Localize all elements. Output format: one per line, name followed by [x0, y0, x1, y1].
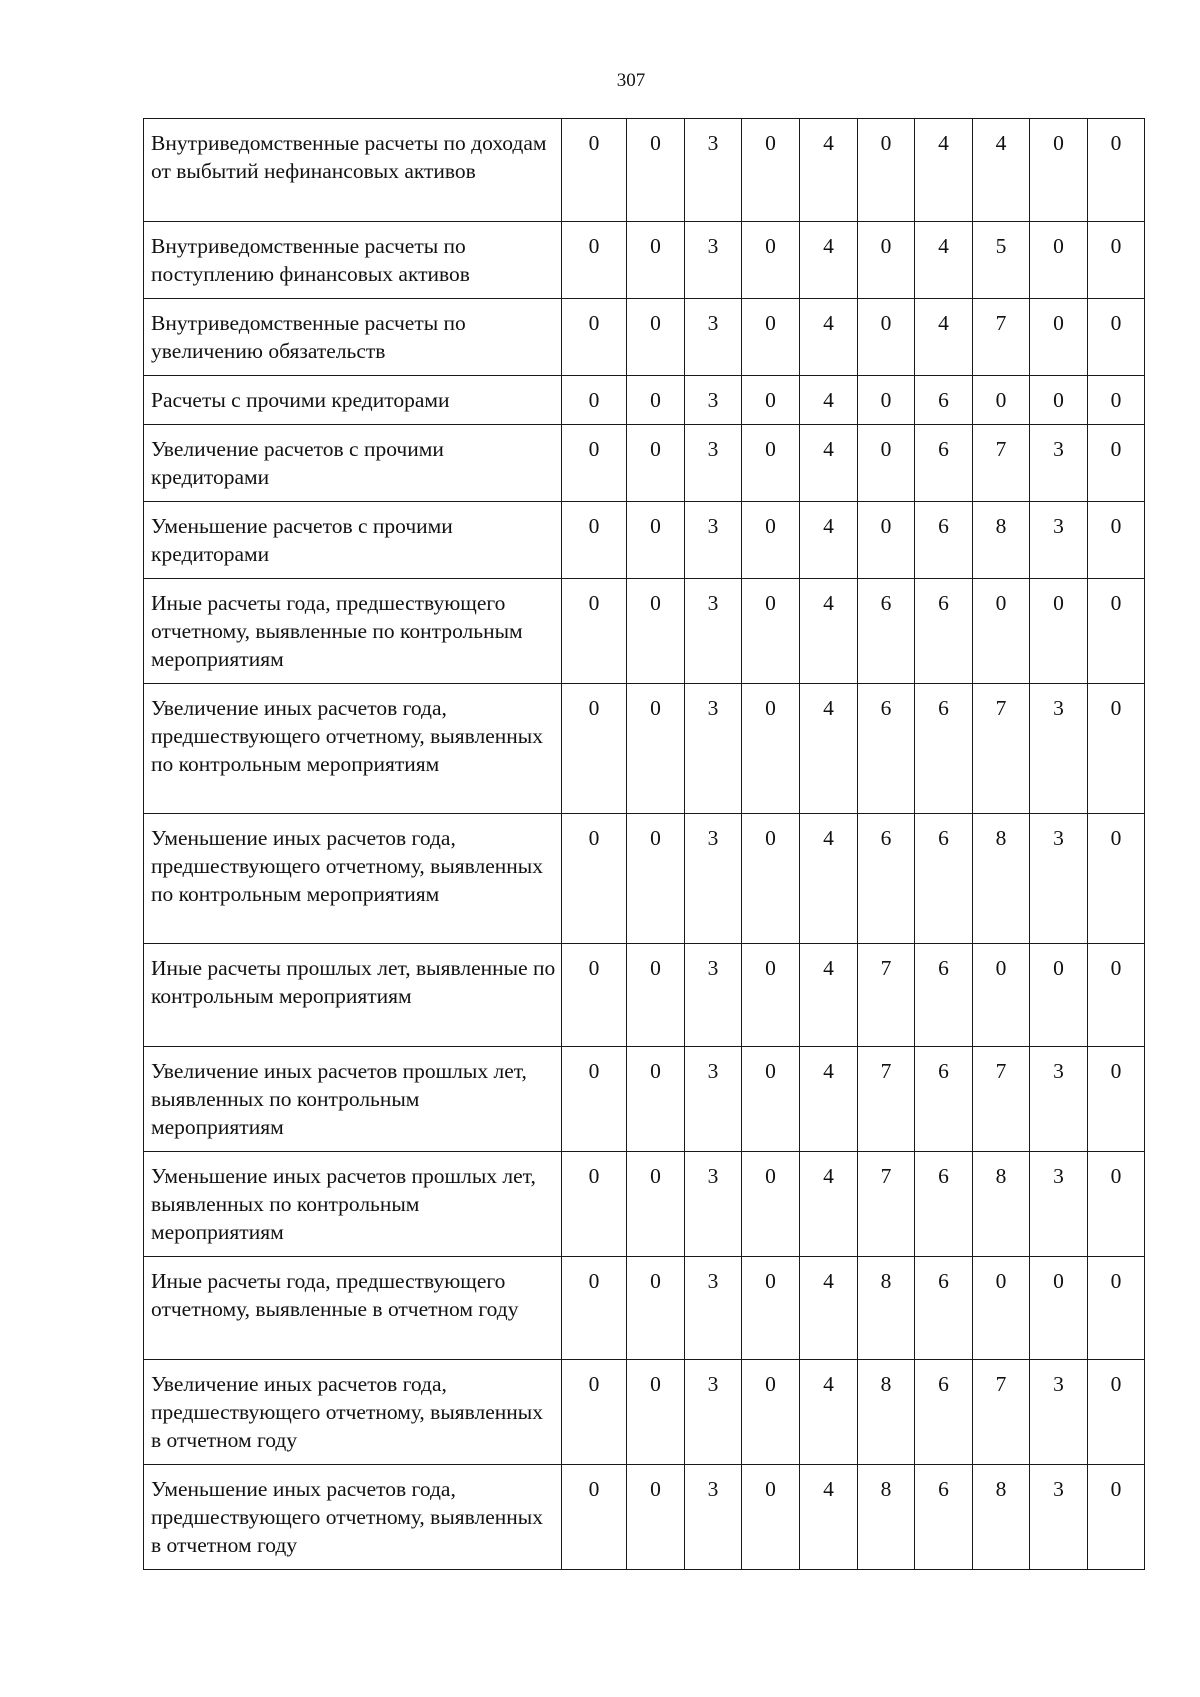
row-label: Иные расчеты года, предшествующего отчетному, выявленные в отчетном году [144, 1257, 562, 1360]
code-digit-cell: 6 [915, 1465, 973, 1570]
code-digit-cell: 0 [562, 684, 627, 814]
code-digit-cell: 3 [685, 944, 742, 1047]
code-digit-cell: 6 [915, 376, 973, 425]
code-digit-cell: 3 [685, 1047, 742, 1152]
code-digit-cell: 0 [742, 684, 800, 814]
table-row [144, 1465, 1145, 1570]
table-row [144, 944, 1145, 1047]
table-row [144, 579, 1145, 684]
code-digit-cell: 3 [1030, 502, 1088, 579]
code-digit-cell: 0 [742, 1465, 800, 1570]
code-digit-cell: 0 [1088, 1465, 1145, 1570]
code-digit-cell: 7 [973, 1360, 1030, 1465]
code-digit-cell: 0 [1030, 222, 1088, 299]
code-digit-cell: 4 [915, 119, 973, 222]
code-digit-cell: 6 [915, 425, 973, 502]
row-label: Увеличение иных расчетов года, предшествующего отчетному, выявленных по контрольным мероприятиям [144, 684, 562, 814]
row-label: Иные расчеты прошлых лет, выявленные по контрольным мероприятиям [144, 944, 562, 1047]
code-digit-cell: 3 [685, 222, 742, 299]
code-digit-cell: 0 [858, 425, 915, 502]
code-digit-cell: 0 [858, 119, 915, 222]
code-digit-cell: 6 [858, 684, 915, 814]
table-row [144, 684, 1145, 814]
code-digit-cell: 6 [915, 1360, 973, 1465]
table-row [144, 1047, 1145, 1152]
code-digit-cell: 4 [915, 299, 973, 376]
code-digit-cell: 6 [915, 1152, 973, 1257]
code-digit-cell: 0 [562, 222, 627, 299]
code-digit-cell: 3 [685, 684, 742, 814]
code-digit-cell: 0 [742, 1152, 800, 1257]
code-digit-cell: 0 [627, 222, 685, 299]
code-digit-cell: 0 [1088, 1257, 1145, 1360]
code-digit-cell: 0 [627, 502, 685, 579]
code-digit-cell: 0 [562, 1257, 627, 1360]
code-digit-cell: 0 [1088, 684, 1145, 814]
code-digit-cell: 4 [800, 1257, 858, 1360]
code-digit-cell: 0 [742, 119, 800, 222]
code-digit-cell: 3 [685, 502, 742, 579]
account-codes-table [143, 118, 1145, 1570]
table-row [144, 299, 1145, 376]
code-digit-cell: 0 [1088, 1047, 1145, 1152]
code-digit-cell: 6 [915, 1257, 973, 1360]
code-digit-cell: 0 [627, 1152, 685, 1257]
code-digit-cell: 7 [973, 299, 1030, 376]
code-digit-cell: 0 [858, 222, 915, 299]
table-body [144, 119, 1145, 1570]
code-digit-cell: 0 [742, 1047, 800, 1152]
code-digit-cell: 3 [685, 814, 742, 944]
code-digit-cell: 0 [562, 944, 627, 1047]
code-digit-cell: 0 [1088, 376, 1145, 425]
row-label: Иные расчеты года, предшествующего отчетному, выявленные по контрольным мероприятиям [144, 579, 562, 684]
code-digit-cell: 4 [800, 222, 858, 299]
row-label: Уменьшение расчетов с прочими кредиторами [144, 502, 562, 579]
code-digit-cell: 3 [1030, 1360, 1088, 1465]
code-digit-cell: 4 [800, 1360, 858, 1465]
code-digit-cell: 0 [627, 579, 685, 684]
code-digit-cell: 0 [973, 944, 1030, 1047]
code-digit-cell: 0 [1088, 299, 1145, 376]
code-digit-cell: 4 [800, 119, 858, 222]
code-digit-cell: 0 [742, 222, 800, 299]
code-digit-cell: 0 [742, 425, 800, 502]
code-digit-cell: 4 [915, 222, 973, 299]
code-digit-cell: 8 [973, 1152, 1030, 1257]
code-digit-cell: 4 [800, 944, 858, 1047]
code-digit-cell: 8 [973, 814, 1030, 944]
code-digit-cell: 4 [800, 502, 858, 579]
code-digit-cell: 3 [685, 425, 742, 502]
code-digit-cell: 0 [627, 376, 685, 425]
code-digit-cell: 6 [915, 944, 973, 1047]
table-row [144, 376, 1145, 425]
code-digit-cell: 0 [562, 1360, 627, 1465]
code-digit-cell: 4 [800, 425, 858, 502]
code-digit-cell: 0 [1030, 119, 1088, 222]
code-digit-cell: 0 [562, 1047, 627, 1152]
code-digit-cell: 3 [685, 1465, 742, 1570]
code-digit-cell: 8 [973, 1465, 1030, 1570]
code-digit-cell: 0 [742, 1257, 800, 1360]
code-digit-cell: 0 [1088, 814, 1145, 944]
code-digit-cell: 6 [858, 579, 915, 684]
code-digit-cell: 4 [800, 376, 858, 425]
code-digit-cell: 0 [1088, 222, 1145, 299]
code-digit-cell: 7 [858, 1047, 915, 1152]
code-digit-cell: 6 [858, 814, 915, 944]
row-label: Увеличение иных расчетов года, предшествующего отчетному, выявленных в отчетном году [144, 1360, 562, 1465]
code-digit-cell: 0 [1030, 299, 1088, 376]
code-digit-cell: 0 [1088, 1360, 1145, 1465]
code-digit-cell: 7 [973, 425, 1030, 502]
code-digit-cell: 0 [562, 502, 627, 579]
code-digit-cell: 0 [627, 1360, 685, 1465]
table-row [144, 1152, 1145, 1257]
code-digit-cell: 3 [685, 119, 742, 222]
code-digit-cell: 0 [562, 579, 627, 684]
code-digit-cell: 4 [800, 684, 858, 814]
table-row [144, 222, 1145, 299]
code-digit-cell: 8 [973, 502, 1030, 579]
code-digit-cell: 0 [858, 502, 915, 579]
code-digit-cell: 8 [858, 1257, 915, 1360]
code-digit-cell: 3 [1030, 1047, 1088, 1152]
code-digit-cell: 0 [562, 299, 627, 376]
code-digit-cell: 0 [742, 1360, 800, 1465]
code-digit-cell: 4 [800, 814, 858, 944]
code-digit-cell: 0 [627, 684, 685, 814]
page-number: 307 [616, 70, 646, 91]
code-digit-cell: 0 [973, 1257, 1030, 1360]
code-digit-cell: 3 [1030, 1152, 1088, 1257]
code-digit-cell: 0 [1088, 502, 1145, 579]
code-digit-cell: 0 [1030, 1257, 1088, 1360]
code-digit-cell: 0 [1088, 944, 1145, 1047]
row-label: Уменьшение иных расчетов года, предшествующего отчетному, выявленных в отчетном году [144, 1465, 562, 1570]
code-digit-cell: 0 [627, 1465, 685, 1570]
code-digit-cell: 7 [973, 1047, 1030, 1152]
code-digit-cell: 7 [858, 1152, 915, 1257]
code-digit-cell: 0 [1030, 944, 1088, 1047]
code-digit-cell: 4 [800, 1465, 858, 1570]
code-digit-cell: 0 [973, 376, 1030, 425]
code-digit-cell: 0 [627, 299, 685, 376]
row-label: Увеличение расчетов с прочими кредиторами [144, 425, 562, 502]
row-label: Уменьшение иных расчетов прошлых лет, выявленных по контрольным мероприятиям [144, 1152, 562, 1257]
code-digit-cell: 0 [858, 299, 915, 376]
code-digit-cell: 0 [858, 376, 915, 425]
code-digit-cell: 0 [562, 814, 627, 944]
code-digit-cell: 0 [1030, 579, 1088, 684]
code-digit-cell: 3 [1030, 814, 1088, 944]
code-digit-cell: 6 [915, 1047, 973, 1152]
code-digit-cell: 3 [1030, 1465, 1088, 1570]
code-digit-cell: 3 [685, 299, 742, 376]
table-row [144, 425, 1145, 502]
code-digit-cell: 6 [915, 579, 973, 684]
code-digit-cell: 0 [627, 119, 685, 222]
code-digit-cell: 0 [627, 944, 685, 1047]
code-digit-cell: 8 [858, 1465, 915, 1570]
code-digit-cell: 0 [627, 425, 685, 502]
code-digit-cell: 0 [1088, 425, 1145, 502]
table-row [144, 1360, 1145, 1465]
code-digit-cell: 5 [973, 222, 1030, 299]
code-digit-cell: 3 [685, 376, 742, 425]
code-digit-cell: 6 [915, 502, 973, 579]
code-digit-cell: 0 [742, 579, 800, 684]
code-digit-cell: 0 [1088, 119, 1145, 222]
code-digit-cell: 0 [1088, 579, 1145, 684]
code-digit-cell: 0 [627, 814, 685, 944]
code-digit-cell: 0 [562, 376, 627, 425]
code-digit-cell: 0 [627, 1257, 685, 1360]
code-digit-cell: 3 [1030, 425, 1088, 502]
code-digit-cell: 8 [858, 1360, 915, 1465]
table-row [144, 502, 1145, 579]
code-digit-cell: 0 [742, 944, 800, 1047]
code-digit-cell: 6 [915, 814, 973, 944]
code-digit-cell: 0 [742, 299, 800, 376]
code-digit-cell: 7 [858, 944, 915, 1047]
code-digit-cell: 0 [562, 1465, 627, 1570]
code-digit-cell: 0 [562, 119, 627, 222]
code-digit-cell: 0 [627, 1047, 685, 1152]
code-digit-cell: 3 [685, 1360, 742, 1465]
row-label: Уменьшение иных расчетов года, предшествующего отчетному, выявленных по контрольным мероприятиям [144, 814, 562, 944]
code-digit-cell: 0 [1088, 1152, 1145, 1257]
code-digit-cell: 0 [742, 502, 800, 579]
code-digit-cell: 0 [742, 376, 800, 425]
table-row [144, 814, 1145, 944]
table-row [144, 119, 1145, 222]
code-digit-cell: 7 [973, 684, 1030, 814]
table-row [144, 1257, 1145, 1360]
code-digit-cell: 4 [800, 299, 858, 376]
code-digit-cell: 3 [685, 1152, 742, 1257]
code-digit-cell: 3 [685, 1257, 742, 1360]
code-digit-cell: 6 [915, 684, 973, 814]
code-digit-cell: 3 [685, 579, 742, 684]
row-label: Внутриведомственные расчеты по доходам от выбытий нефинансовых активов [144, 119, 562, 222]
code-digit-cell: 4 [973, 119, 1030, 222]
code-digit-cell: 3 [1030, 684, 1088, 814]
code-digit-cell: 0 [562, 425, 627, 502]
row-label: Увеличение иных расчетов прошлых лет, выявленных по контрольным мероприятиям [144, 1047, 562, 1152]
code-digit-cell: 0 [742, 814, 800, 944]
code-digit-cell: 4 [800, 1047, 858, 1152]
row-label: Внутриведомственные расчеты по поступлению финансовых активов [144, 222, 562, 299]
row-label: Внутриведомственные расчеты по увеличению обязательств [144, 299, 562, 376]
code-digit-cell: 0 [562, 1152, 627, 1257]
row-label: Расчеты с прочими кредиторами [144, 376, 562, 425]
code-digit-cell: 4 [800, 579, 858, 684]
code-digit-cell: 4 [800, 1152, 858, 1257]
code-digit-cell: 0 [1030, 376, 1088, 425]
code-digit-cell: 0 [973, 579, 1030, 684]
